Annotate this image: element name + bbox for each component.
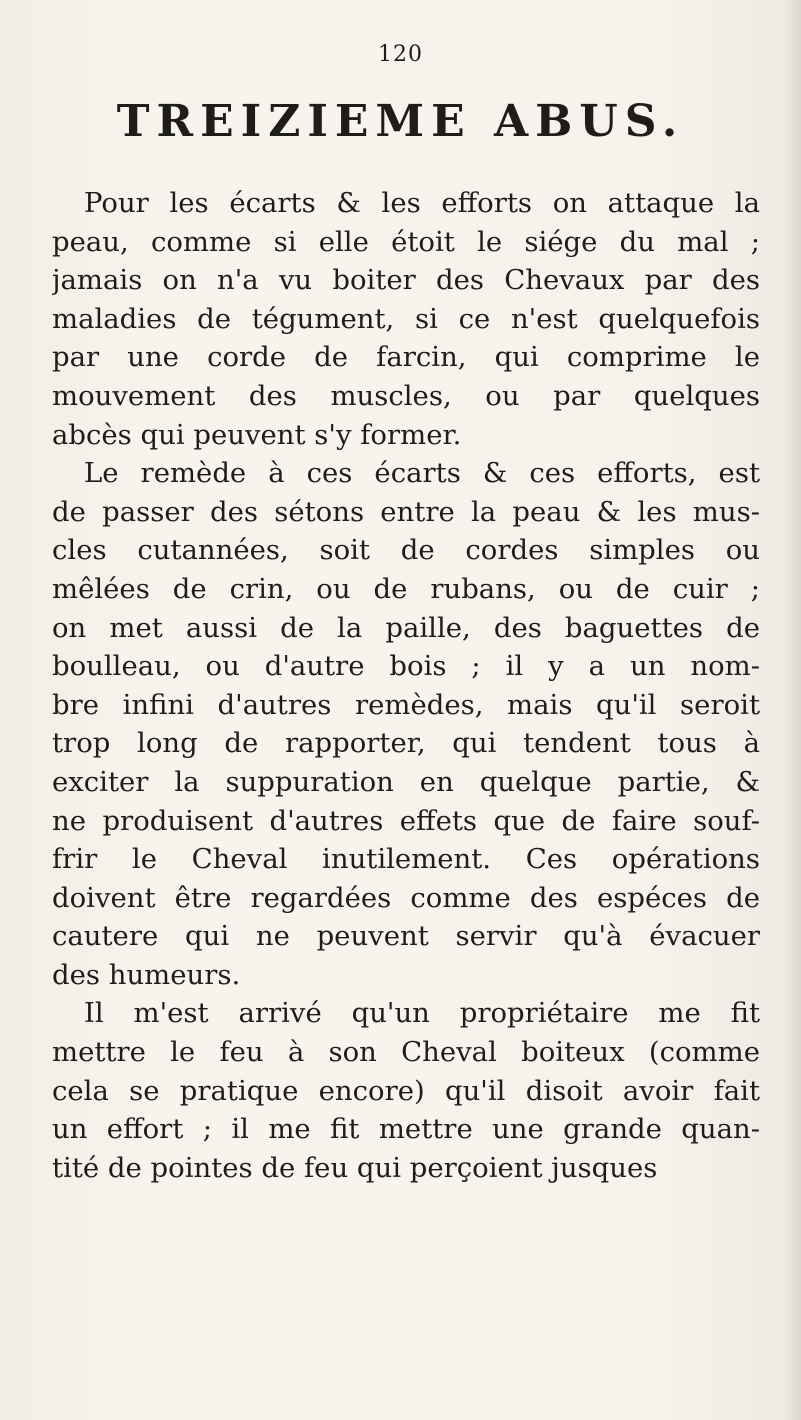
text-line: Le remède à ces écarts & ces efforts, est [84,457,760,490]
paragraph-1 [52,184,760,454]
text-line: Pour les écarts & les efforts on attaque la [84,187,760,219]
text-line: cautere qui ne peuvent servir qu'à évacuer [52,920,760,953]
text-line: des humeurs. [52,958,241,991]
body-text [52,184,760,1187]
text-line: cela se pratique encore) qu'il disoit avoir fait [52,1074,760,1107]
text-line: bre infini d'autres remèdes, mais qu'il seroit [52,688,760,721]
page-number: 120 [378,42,423,67]
text-line: de passer des sétons entre la peau & les mus- [52,495,760,528]
paragraph-3 [52,994,760,1187]
text-line: tité de pointes de feu qui perçoient jusques [52,1151,658,1184]
text-line: maladies de tégument, si ce n'est quelquefois [52,302,760,335]
text-line: abcès qui peuvent s'y former. [52,418,462,451]
text-line: ne produisent d'autres effets que de faire souf- [52,804,760,837]
text-line: exciter la suppuration en quelque partie, & [52,765,760,798]
text-line: un effort ; il me fit mettre une grande quan- [52,1113,760,1146]
text-line: mouvement des muscles, ou par quelques [52,379,760,412]
text-line: on met aussi de la paille, des baguettes de [52,611,760,644]
text-line: mêlées de crin, ou de rubans, ou de cuir ; [52,572,760,605]
chapter-title: TREIZIEME ABUS. [116,96,685,147]
text-line: mettre le feu à son Cheval boiteux (comme [52,1036,760,1069]
text-line: peau, comme si elle étoit le siége du mal ; [52,225,760,258]
text-line: boulleau, ou d'autre bois ; il y a un nom- [52,650,760,683]
text-line: par une corde de farcin, qui comprime le [52,341,760,374]
text-line: frir le Cheval inutilement. Ces opérations [52,843,760,876]
text-line: cles cutannées, soit de cordes simples ou [52,534,760,567]
page-edge-shadow [783,0,801,1420]
text-line: Il m'est arrivé qu'un propriétaire me fit [84,997,760,1030]
paragraph-2 [52,454,760,994]
text-line: doivent être regardées comme des espéces de [52,881,760,914]
text-line: jamais on n'a vu boiter des Chevaux par des [52,264,760,297]
text-line: trop long de rapporter, qui tendent tous à [52,727,760,760]
